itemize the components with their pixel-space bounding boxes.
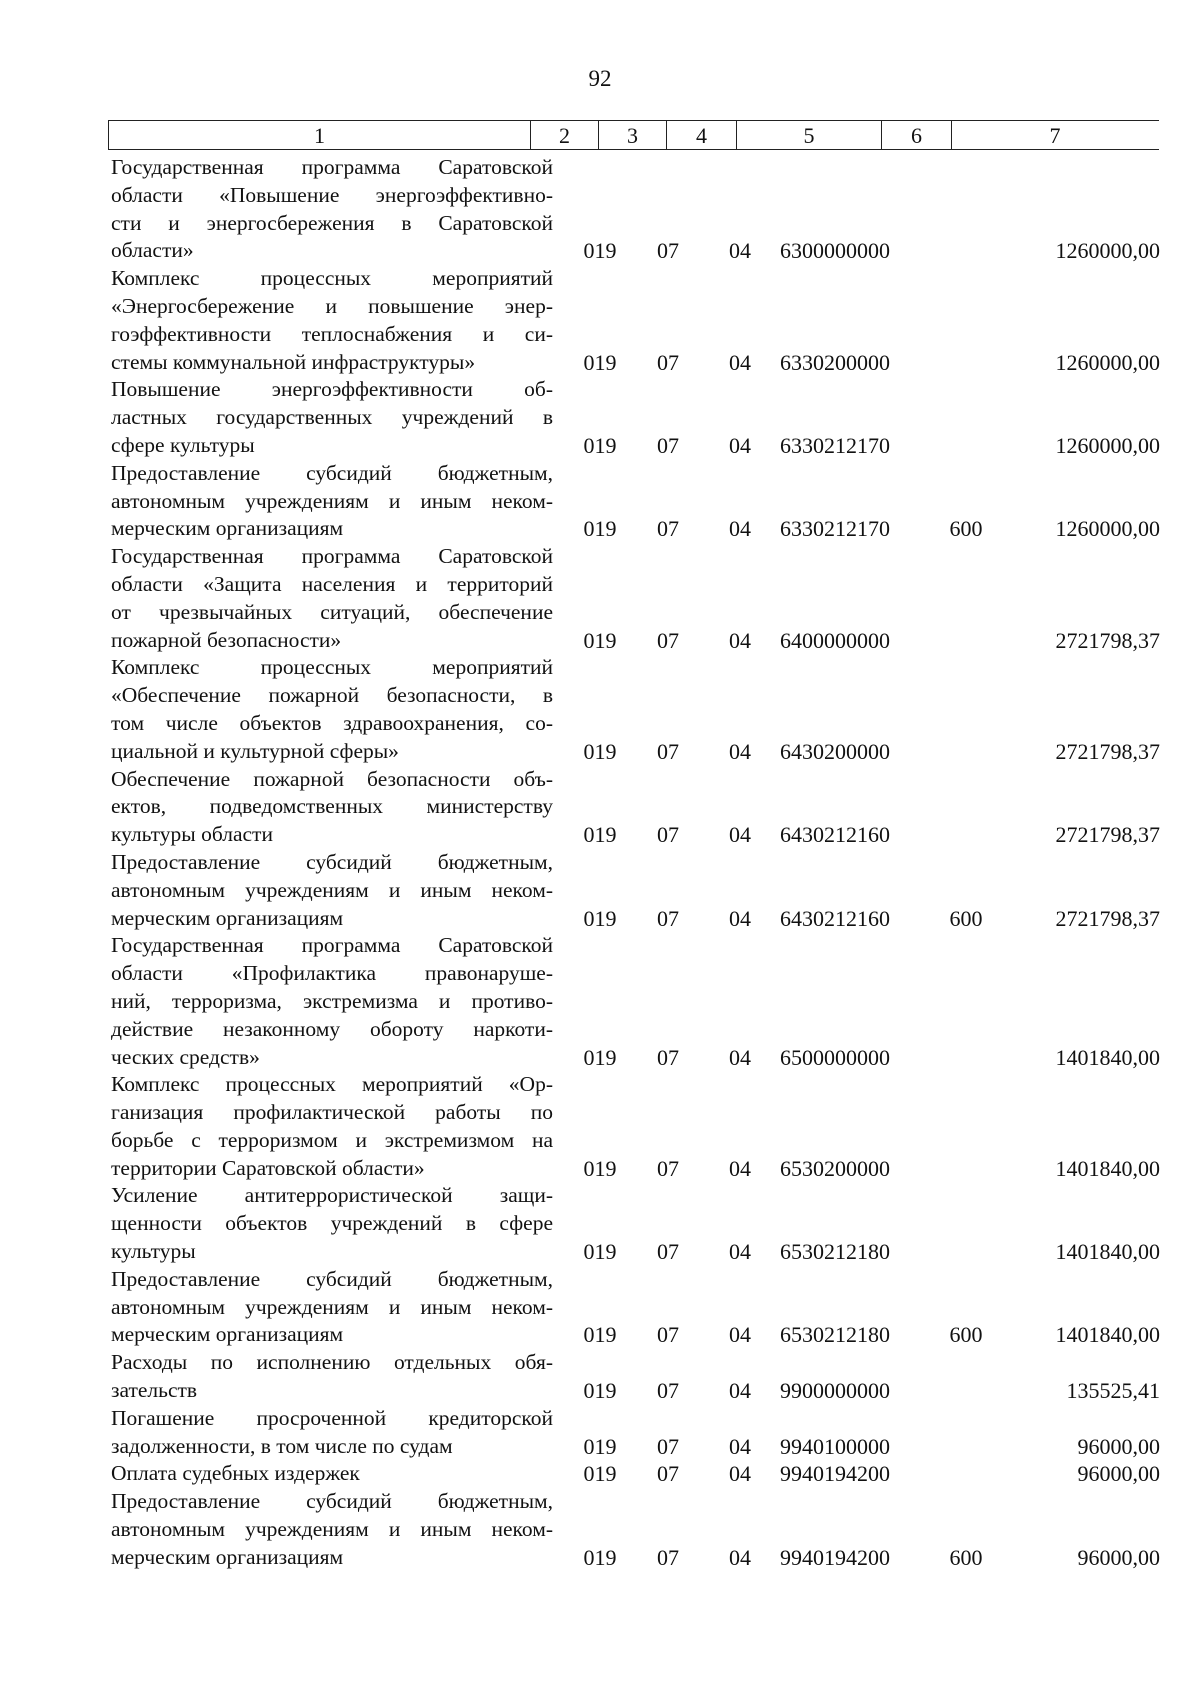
cell-code-subsection: 04: [729, 349, 751, 375]
description-line: борьбе с терроризмом и экстремизмом на: [111, 1127, 553, 1152]
description-line: автономным учреждениям и иным неком-: [111, 1517, 553, 1542]
cell-code-subsection: 04: [729, 238, 751, 264]
description-line: Предоставление субсидий бюджетным,: [111, 849, 553, 874]
row-description: [111, 766, 553, 849]
description-line: Расходы по исполнению отдельных обя-: [111, 1350, 553, 1375]
cell-code-admin: 019: [583, 1378, 617, 1404]
description-line: Повышение энергоэффективности об-: [111, 377, 553, 402]
table-row: [0, 1266, 1200, 1349]
cell-code-subsection: 04: [729, 905, 751, 931]
cell-amount: 1401840,00: [1055, 1239, 1160, 1265]
table-row: [0, 654, 1200, 765]
table-row: [0, 932, 1200, 1071]
cell-code-subsection: 04: [729, 738, 751, 764]
header-col-3: 3: [599, 121, 667, 149]
row-description: [111, 154, 553, 265]
description-line: Государственная программа Саратовской: [111, 544, 553, 569]
header-col-4: 4: [667, 121, 737, 149]
description-line: культуры: [111, 1239, 196, 1264]
row-description: [111, 1349, 553, 1405]
row-description: [111, 654, 553, 765]
table-row: [0, 1071, 1200, 1182]
cell-code-admin: 019: [583, 1044, 617, 1070]
cell-code-section: 07: [657, 1461, 679, 1487]
row-description: [111, 1071, 553, 1182]
header-col-6: 6: [882, 121, 952, 149]
cell-code-admin: 019: [583, 1544, 617, 1570]
cell-code-subsection: 04: [729, 1378, 751, 1404]
table-row: [0, 1349, 1200, 1405]
description-line: автономным учреждениям и иным неком-: [111, 877, 553, 902]
table-row: [0, 460, 1200, 543]
cell-code-section: 07: [657, 1544, 679, 1570]
description-line: ластных государственных учреждений в: [111, 405, 553, 430]
cell-code-admin: 019: [583, 905, 617, 931]
row-description: [111, 1460, 553, 1488]
description-line: Обеспечение пожарной безопасности объ-: [111, 766, 553, 791]
description-line: пожарной безопасности»: [111, 627, 342, 652]
cell-code-admin: 019: [583, 1155, 617, 1181]
cell-code-target: 9900000000: [780, 1378, 890, 1404]
cell-code-target: 6430212160: [780, 822, 890, 848]
table-row: [0, 849, 1200, 932]
description-line: сти и энергосбережения в Саратовской: [111, 210, 553, 235]
cell-code-subsection: 04: [729, 822, 751, 848]
cell-code-expense-type: 600: [949, 1544, 983, 1570]
description-line: области «Повышение энергоэффективно-: [111, 182, 553, 207]
cell-code-section: 07: [657, 349, 679, 375]
table-header: [108, 120, 1159, 150]
cell-amount: 2721798,37: [1055, 822, 1160, 848]
row-description: [111, 1488, 553, 1571]
row-description: [111, 265, 553, 376]
cell-code-section: 07: [657, 238, 679, 264]
cell-code-subsection: 04: [729, 1544, 751, 1570]
description-line: мерческим организациям: [111, 1322, 344, 1347]
cell-amount: 1260000,00: [1055, 432, 1160, 458]
cell-code-admin: 019: [583, 1433, 617, 1459]
row-description: [111, 849, 553, 932]
table-row: [0, 1488, 1200, 1571]
description-line: от чрезвычайных ситуаций, обеспечение: [111, 599, 553, 624]
description-line: Предоставление субсидий бюджетным,: [111, 1266, 553, 1291]
cell-code-section: 07: [657, 822, 679, 848]
cell-amount: 1260000,00: [1055, 516, 1160, 542]
cell-amount: 1260000,00: [1055, 349, 1160, 375]
description-line: области «Защита населения и территорий: [111, 571, 553, 596]
description-line: сфере культуры: [111, 432, 255, 457]
description-line: Государственная программа Саратовской: [111, 155, 553, 179]
description-line: культуры области: [111, 822, 273, 847]
cell-code-target: 6530212180: [780, 1322, 890, 1348]
cell-amount: 2721798,37: [1055, 905, 1160, 931]
cell-amount: 1260000,00: [1055, 238, 1160, 264]
cell-code-subsection: 04: [729, 1044, 751, 1070]
cell-amount: 2721798,37: [1055, 738, 1160, 764]
cell-code-section: 07: [657, 1044, 679, 1070]
cell-code-subsection: 04: [729, 1155, 751, 1181]
cell-amount: 96000,00: [1077, 1461, 1160, 1487]
cell-code-admin: 019: [583, 238, 617, 264]
description-line: мерческим организациям: [111, 905, 344, 930]
cell-code-admin: 019: [583, 1461, 617, 1487]
description-line: Государственная программа Саратовской: [111, 933, 553, 958]
cell-code-subsection: 04: [729, 1322, 751, 1348]
description-line: ний, терроризма, экстремизма и противо-: [111, 988, 553, 1013]
cell-code-target: 9940100000: [780, 1433, 890, 1459]
cell-amount: 1401840,00: [1055, 1322, 1160, 1348]
table-row: [0, 1460, 1200, 1488]
description-line: автономным учреждениям и иным неком-: [111, 488, 553, 513]
description-line: «Обеспечение пожарной безопасности, в: [111, 683, 553, 708]
cell-code-section: 07: [657, 1155, 679, 1181]
cell-code-admin: 019: [583, 432, 617, 458]
table-row: [0, 543, 1200, 654]
row-description: [111, 1182, 553, 1265]
header-col-1: 1: [109, 121, 531, 149]
table-row: [0, 1405, 1200, 1461]
cell-code-target: 6330212170: [780, 516, 890, 542]
cell-amount: 135525,41: [1066, 1378, 1160, 1404]
cell-code-admin: 019: [583, 1239, 617, 1265]
description-line: «Энергосбережение и повышение энер-: [111, 293, 553, 318]
cell-code-section: 07: [657, 738, 679, 764]
description-line: зательств: [111, 1378, 198, 1403]
row-description: [111, 460, 553, 543]
cell-code-expense-type: 600: [949, 905, 983, 931]
cell-code-subsection: 04: [729, 432, 751, 458]
description-line: Предоставление субсидий бюджетным,: [111, 1489, 553, 1514]
table-row: [0, 766, 1200, 849]
cell-code-admin: 019: [583, 738, 617, 764]
cell-code-section: 07: [657, 432, 679, 458]
description-line: ганизация профилактической работы по: [111, 1100, 553, 1125]
cell-code-subsection: 04: [729, 1239, 751, 1265]
cell-code-subsection: 04: [729, 1433, 751, 1459]
cell-code-section: 07: [657, 516, 679, 542]
description-line: Комплекс процессных мероприятий: [111, 655, 553, 680]
cell-code-target: 6530200000: [780, 1155, 890, 1181]
cell-amount: 2721798,37: [1055, 627, 1160, 653]
description-line: гоэффективности теплоснабжения и си-: [111, 321, 553, 346]
table-row: [0, 376, 1200, 459]
cell-code-target: 9940194200: [780, 1461, 890, 1487]
cell-code-target: 6430212160: [780, 905, 890, 931]
cell-code-subsection: 04: [729, 627, 751, 653]
description-line: Комплекс процессных мероприятий «Ор-: [111, 1072, 553, 1097]
table-row: [0, 265, 1200, 376]
description-line: мерческим организациям: [111, 1544, 344, 1569]
description-line: ектов, подведомственных министерству: [111, 794, 553, 819]
cell-code-target: 6330200000: [780, 349, 890, 375]
description-line: задолженности, в том числе по судам: [111, 1433, 453, 1458]
description-line: том числе объектов здравоохранения, со-: [111, 710, 553, 735]
cell-amount: 1401840,00: [1055, 1155, 1160, 1181]
row-description: [111, 543, 553, 654]
table-body: [0, 154, 1200, 1572]
cell-amount: 96000,00: [1077, 1544, 1160, 1570]
cell-code-section: 07: [657, 1239, 679, 1265]
header-col-5: 5: [737, 121, 882, 149]
header-col-7: 7: [1049, 123, 1061, 148]
cell-code-section: 07: [657, 627, 679, 653]
cell-code-subsection: 04: [729, 516, 751, 542]
cell-code-expense-type: 600: [949, 1322, 983, 1348]
description-line: щенности объектов учреждений в сфере: [111, 1211, 553, 1236]
cell-code-target: 6430200000: [780, 738, 890, 764]
cell-code-section: 07: [657, 905, 679, 931]
description-line: Усиление антитеррористической защи-: [111, 1183, 553, 1208]
description-line: области»: [111, 238, 194, 263]
description-line: Погашение просроченной кредиторской: [111, 1405, 553, 1430]
header-col-2: 2: [531, 121, 599, 149]
cell-code-admin: 019: [583, 516, 617, 542]
description-line: автономным учреждениям и иным неком-: [111, 1294, 553, 1319]
cell-code-target: 6500000000: [780, 1044, 890, 1070]
row-description: [111, 932, 553, 1071]
cell-code-target: 9940194200: [780, 1544, 890, 1570]
description-line: действие незаконному обороту наркоти-: [111, 1016, 553, 1041]
row-description: [111, 376, 553, 459]
table-row: [0, 1182, 1200, 1265]
description-line: циальной и культурной сферы»: [111, 738, 399, 763]
cell-code-target: 6300000000: [780, 238, 890, 264]
row-description: [111, 1266, 553, 1349]
cell-code-subsection: 04: [729, 1461, 751, 1487]
description-line: Оплата судебных издержек: [111, 1461, 360, 1486]
description-line: Комплекс процессных мероприятий: [111, 266, 553, 291]
row-description: [111, 1405, 553, 1461]
cell-code-admin: 019: [583, 627, 617, 653]
cell-code-admin: 019: [583, 349, 617, 375]
table-row: [0, 154, 1200, 265]
cell-code-admin: 019: [583, 1322, 617, 1348]
cell-amount: 96000,00: [1077, 1433, 1160, 1459]
cell-code-expense-type: 600: [949, 516, 983, 542]
description-line: ческих средств»: [111, 1044, 260, 1069]
description-line: Предоставление субсидий бюджетным,: [111, 460, 553, 485]
cell-code-admin: 019: [583, 822, 617, 848]
page-number: 92: [588, 66, 612, 91]
description-line: территории Саратовской области»: [111, 1155, 425, 1180]
description-line: стемы коммунальной инфраструктуры»: [111, 349, 476, 374]
description-line: мерческим организациям: [111, 516, 344, 541]
cell-amount: 1401840,00: [1055, 1044, 1160, 1070]
cell-code-target: 6330212170: [780, 432, 890, 458]
cell-code-target: 6400000000: [780, 627, 890, 653]
cell-code-target: 6530212180: [780, 1239, 890, 1265]
cell-code-section: 07: [657, 1378, 679, 1404]
cell-code-section: 07: [657, 1322, 679, 1348]
cell-code-section: 07: [657, 1433, 679, 1459]
description-line: области «Профилактика правонаруше-: [111, 961, 553, 986]
